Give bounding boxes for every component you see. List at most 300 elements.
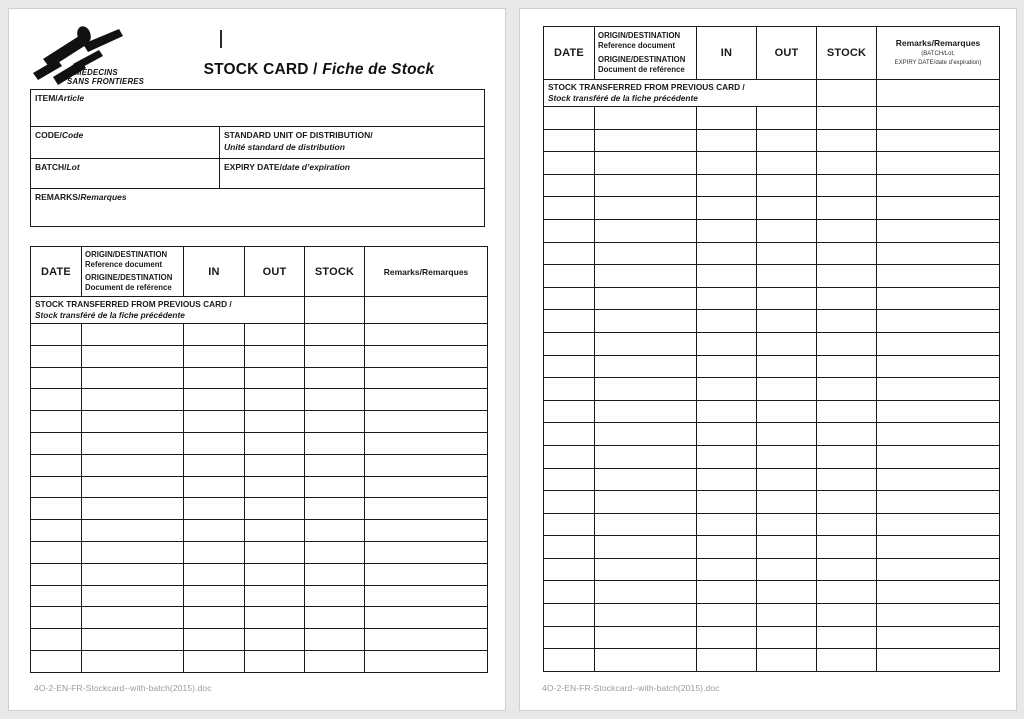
empty-cell[interactable] bbox=[31, 498, 82, 520]
empty-cell[interactable] bbox=[817, 265, 877, 288]
empty-cell[interactable] bbox=[184, 324, 245, 346]
item-field[interactable] bbox=[31, 90, 485, 127]
empty-cell[interactable] bbox=[877, 107, 1000, 130]
origin-line1: ORIGIN/DESTINATION bbox=[85, 249, 168, 259]
empty-cell[interactable] bbox=[595, 174, 697, 197]
empty-cell[interactable] bbox=[697, 332, 757, 355]
empty-cell[interactable] bbox=[245, 563, 305, 585]
empty-cell[interactable] bbox=[817, 219, 877, 242]
empty-cell[interactable] bbox=[305, 498, 365, 520]
remarks-field[interactable] bbox=[31, 189, 485, 227]
empty-cell[interactable] bbox=[544, 513, 595, 536]
empty-cell[interactable] bbox=[877, 265, 1000, 288]
empty-cell[interactable] bbox=[544, 649, 595, 672]
empty-cell[interactable] bbox=[184, 563, 245, 585]
empty-cell[interactable] bbox=[82, 411, 184, 433]
empty-cell[interactable] bbox=[544, 491, 595, 514]
empty-cell[interactable] bbox=[365, 432, 488, 454]
empty-cell[interactable] bbox=[595, 219, 697, 242]
empty-cell[interactable] bbox=[697, 649, 757, 672]
transfer-label-fr: Stock transféré de la fiche précédente bbox=[548, 93, 698, 103]
origin-line2: Reference document bbox=[598, 41, 676, 51]
empty-cell[interactable] bbox=[877, 242, 1000, 265]
transfer-row bbox=[544, 80, 1000, 107]
empty-stock-row bbox=[544, 174, 1000, 197]
empty-cell[interactable] bbox=[82, 498, 184, 520]
expiry-field[interactable] bbox=[220, 159, 485, 189]
empty-cell[interactable] bbox=[595, 242, 697, 265]
empty-stock-row bbox=[31, 629, 488, 651]
empty-cell[interactable] bbox=[544, 332, 595, 355]
empty-cell[interactable] bbox=[245, 585, 305, 607]
empty-cell[interactable] bbox=[184, 520, 245, 542]
empty-cell[interactable] bbox=[595, 445, 697, 468]
empty-cell[interactable] bbox=[697, 265, 757, 288]
empty-cell[interactable] bbox=[544, 604, 595, 627]
column-header-stock: STOCK bbox=[305, 247, 365, 297]
empty-cell[interactable] bbox=[365, 345, 488, 367]
empty-cell[interactable] bbox=[697, 491, 757, 514]
empty-cell[interactable] bbox=[305, 629, 365, 651]
empty-cell[interactable] bbox=[31, 367, 82, 389]
empty-cell[interactable] bbox=[757, 626, 817, 649]
empty-cell[interactable] bbox=[184, 476, 245, 498]
empty-cell[interactable] bbox=[877, 378, 1000, 401]
empty-cell[interactable] bbox=[817, 310, 877, 333]
empty-stock-row bbox=[544, 197, 1000, 220]
empty-cell[interactable] bbox=[817, 152, 877, 175]
empty-cell[interactable] bbox=[817, 378, 877, 401]
empty-cell[interactable] bbox=[817, 400, 877, 423]
empty-stock-row bbox=[31, 563, 488, 585]
empty-cell[interactable] bbox=[184, 498, 245, 520]
empty-cell[interactable] bbox=[595, 513, 697, 536]
empty-cell[interactable] bbox=[31, 585, 82, 607]
empty-cell[interactable] bbox=[31, 541, 82, 563]
empty-cell[interactable] bbox=[544, 558, 595, 581]
empty-cell[interactable] bbox=[817, 445, 877, 468]
empty-cell[interactable] bbox=[305, 389, 365, 411]
empty-cell[interactable] bbox=[877, 152, 1000, 175]
empty-cell[interactable] bbox=[877, 491, 1000, 514]
empty-cell[interactable] bbox=[245, 324, 305, 346]
empty-cell[interactable] bbox=[877, 513, 1000, 536]
empty-cell[interactable] bbox=[305, 411, 365, 433]
empty-cell[interactable] bbox=[697, 242, 757, 265]
empty-cell[interactable] bbox=[757, 604, 817, 627]
empty-cell[interactable] bbox=[877, 332, 1000, 355]
transfer-stock-cell[interactable] bbox=[817, 80, 877, 107]
empty-cell[interactable] bbox=[544, 355, 595, 378]
transfer-remarks-cell[interactable] bbox=[365, 297, 488, 324]
empty-cell[interactable] bbox=[184, 454, 245, 476]
document-page-1[interactable] bbox=[8, 8, 506, 711]
empty-cell[interactable] bbox=[595, 378, 697, 401]
empty-cell[interactable] bbox=[31, 411, 82, 433]
empty-cell[interactable] bbox=[697, 174, 757, 197]
title-en: STOCK CARD / bbox=[203, 61, 323, 78]
empty-cell[interactable] bbox=[82, 454, 184, 476]
empty-cell[interactable] bbox=[544, 107, 595, 130]
empty-cell[interactable] bbox=[757, 513, 817, 536]
empty-cell[interactable] bbox=[544, 219, 595, 242]
empty-cell[interactable] bbox=[305, 607, 365, 629]
empty-cell[interactable] bbox=[757, 378, 817, 401]
empty-cell[interactable] bbox=[184, 432, 245, 454]
empty-cell[interactable] bbox=[544, 581, 595, 604]
empty-cell[interactable] bbox=[757, 445, 817, 468]
empty-cell[interactable] bbox=[817, 649, 877, 672]
empty-cell[interactable] bbox=[757, 468, 817, 491]
empty-cell[interactable] bbox=[877, 445, 1000, 468]
empty-cell[interactable] bbox=[817, 129, 877, 152]
empty-cell[interactable] bbox=[595, 152, 697, 175]
empty-cell[interactable] bbox=[877, 129, 1000, 152]
empty-cell[interactable] bbox=[595, 423, 697, 446]
empty-cell[interactable] bbox=[245, 520, 305, 542]
origin-line2: Reference document bbox=[85, 259, 163, 269]
empty-cell[interactable] bbox=[365, 541, 488, 563]
remarks-label: REMARKS/ bbox=[35, 192, 81, 202]
empty-cell[interactable] bbox=[697, 152, 757, 175]
empty-cell[interactable] bbox=[817, 242, 877, 265]
remarks-label-fr: Remarques bbox=[80, 192, 127, 202]
empty-cell[interactable] bbox=[184, 411, 245, 433]
empty-cell[interactable] bbox=[82, 585, 184, 607]
empty-cell[interactable] bbox=[595, 355, 697, 378]
empty-cell[interactable] bbox=[757, 491, 817, 514]
page-title bbox=[154, 61, 484, 79]
empty-cell[interactable] bbox=[305, 476, 365, 498]
unit-label: STANDARD UNIT OF DISTRIBUTION/ bbox=[224, 130, 373, 140]
empty-cell[interactable] bbox=[184, 585, 245, 607]
empty-cell[interactable] bbox=[245, 629, 305, 651]
empty-cell[interactable] bbox=[757, 174, 817, 197]
empty-cell[interactable] bbox=[305, 563, 365, 585]
empty-cell[interactable] bbox=[817, 332, 877, 355]
empty-cell[interactable] bbox=[757, 265, 817, 288]
empty-cell[interactable] bbox=[697, 626, 757, 649]
empty-cell[interactable] bbox=[82, 563, 184, 585]
empty-cell[interactable] bbox=[757, 242, 817, 265]
empty-stock-row bbox=[31, 607, 488, 629]
empty-cell[interactable] bbox=[757, 536, 817, 559]
empty-cell[interactable] bbox=[544, 152, 595, 175]
empty-cell[interactable] bbox=[82, 432, 184, 454]
empty-cell[interactable] bbox=[697, 287, 757, 310]
empty-cell[interactable] bbox=[305, 454, 365, 476]
empty-cell[interactable] bbox=[305, 324, 365, 346]
empty-cell[interactable] bbox=[877, 174, 1000, 197]
empty-cell[interactable] bbox=[697, 355, 757, 378]
empty-cell[interactable] bbox=[184, 389, 245, 411]
empty-cell[interactable] bbox=[31, 432, 82, 454]
empty-cell[interactable] bbox=[595, 468, 697, 491]
empty-cell[interactable] bbox=[82, 324, 184, 346]
empty-cell[interactable] bbox=[877, 468, 1000, 491]
empty-cell[interactable] bbox=[595, 265, 697, 288]
empty-cell[interactable] bbox=[184, 367, 245, 389]
empty-cell[interactable] bbox=[31, 324, 82, 346]
empty-cell[interactable] bbox=[31, 389, 82, 411]
empty-cell[interactable] bbox=[757, 332, 817, 355]
empty-cell[interactable] bbox=[817, 423, 877, 446]
empty-cell[interactable] bbox=[877, 536, 1000, 559]
empty-stock-row bbox=[544, 604, 1000, 627]
empty-stock-row bbox=[544, 445, 1000, 468]
empty-cell[interactable] bbox=[305, 585, 365, 607]
empty-cell[interactable] bbox=[757, 287, 817, 310]
unit-field[interactable] bbox=[220, 127, 485, 159]
empty-cell[interactable] bbox=[697, 129, 757, 152]
empty-cell[interactable] bbox=[595, 107, 697, 130]
empty-cell[interactable] bbox=[82, 541, 184, 563]
empty-cell[interactable] bbox=[544, 400, 595, 423]
empty-cell[interactable] bbox=[245, 367, 305, 389]
column-header-remarks bbox=[877, 27, 1000, 80]
empty-cell[interactable] bbox=[544, 265, 595, 288]
empty-cell[interactable] bbox=[245, 345, 305, 367]
empty-cell[interactable] bbox=[365, 520, 488, 542]
empty-cell[interactable] bbox=[817, 536, 877, 559]
empty-cell[interactable] bbox=[757, 581, 817, 604]
empty-cell[interactable] bbox=[877, 581, 1000, 604]
empty-cell[interactable] bbox=[757, 355, 817, 378]
empty-stock-row bbox=[544, 129, 1000, 152]
empty-cell[interactable] bbox=[697, 558, 757, 581]
empty-cell[interactable] bbox=[82, 476, 184, 498]
empty-cell[interactable] bbox=[595, 604, 697, 627]
empty-cell[interactable] bbox=[595, 581, 697, 604]
empty-cell[interactable] bbox=[365, 324, 488, 346]
empty-cell[interactable] bbox=[31, 650, 82, 672]
empty-stock-row bbox=[31, 432, 488, 454]
empty-cell[interactable] bbox=[595, 332, 697, 355]
empty-cell[interactable] bbox=[245, 607, 305, 629]
empty-cell[interactable] bbox=[757, 310, 817, 333]
empty-cell[interactable] bbox=[757, 129, 817, 152]
empty-cell[interactable] bbox=[544, 287, 595, 310]
batch-label-fr: Lot bbox=[66, 162, 80, 172]
document-page-2[interactable] bbox=[519, 8, 1017, 711]
empty-cell[interactable] bbox=[595, 536, 697, 559]
expiry-label-fr: date d’expiration bbox=[281, 162, 350, 172]
logo-text-line2: SANS FRONTIERES bbox=[67, 77, 145, 86]
empty-cell[interactable] bbox=[31, 563, 82, 585]
empty-cell[interactable] bbox=[31, 345, 82, 367]
column-header-out: OUT bbox=[245, 247, 305, 297]
empty-cell[interactable] bbox=[245, 432, 305, 454]
empty-cell[interactable] bbox=[595, 491, 697, 514]
empty-cell[interactable] bbox=[817, 626, 877, 649]
empty-cell[interactable] bbox=[245, 498, 305, 520]
code-field[interactable] bbox=[31, 127, 220, 159]
empty-cell[interactable] bbox=[365, 498, 488, 520]
empty-cell[interactable] bbox=[817, 197, 877, 220]
empty-cell[interactable] bbox=[817, 287, 877, 310]
empty-cell[interactable] bbox=[757, 152, 817, 175]
empty-stock-row bbox=[544, 378, 1000, 401]
origin-line3: ORIGINE/DESTINATION bbox=[598, 54, 686, 64]
empty-cell[interactable] bbox=[697, 219, 757, 242]
empty-cell[interactable] bbox=[544, 242, 595, 265]
empty-cell[interactable] bbox=[757, 219, 817, 242]
empty-cell[interactable] bbox=[31, 607, 82, 629]
code-label-fr: Code bbox=[61, 130, 84, 140]
batch-field[interactable] bbox=[31, 159, 220, 189]
empty-cell[interactable] bbox=[31, 454, 82, 476]
empty-cell[interactable] bbox=[305, 432, 365, 454]
empty-cell[interactable] bbox=[544, 310, 595, 333]
empty-cell[interactable] bbox=[697, 513, 757, 536]
empty-cell[interactable] bbox=[877, 649, 1000, 672]
empty-cell[interactable] bbox=[595, 197, 697, 220]
empty-cell[interactable] bbox=[365, 629, 488, 651]
empty-cell[interactable] bbox=[817, 107, 877, 130]
empty-cell[interactable] bbox=[817, 558, 877, 581]
empty-cell[interactable] bbox=[817, 174, 877, 197]
empty-cell[interactable] bbox=[697, 581, 757, 604]
info-row-remarks bbox=[31, 189, 485, 227]
empty-cell[interactable] bbox=[877, 310, 1000, 333]
empty-cell[interactable] bbox=[697, 423, 757, 446]
empty-cell[interactable] bbox=[365, 411, 488, 433]
transfer-label-fr: Stock transféré de la fiche précédente bbox=[35, 310, 185, 320]
empty-cell[interactable] bbox=[757, 107, 817, 130]
empty-cell[interactable] bbox=[757, 197, 817, 220]
empty-cell[interactable] bbox=[877, 197, 1000, 220]
empty-cell[interactable] bbox=[82, 629, 184, 651]
empty-cell[interactable] bbox=[697, 468, 757, 491]
empty-cell[interactable] bbox=[757, 649, 817, 672]
empty-cell[interactable] bbox=[544, 536, 595, 559]
transfer-stock-cell[interactable] bbox=[305, 297, 365, 324]
empty-cell[interactable] bbox=[595, 558, 697, 581]
empty-cell[interactable] bbox=[31, 629, 82, 651]
empty-cell[interactable] bbox=[877, 423, 1000, 446]
batch-label: BATCH/ bbox=[35, 162, 67, 172]
empty-cell[interactable] bbox=[757, 558, 817, 581]
empty-cell[interactable] bbox=[31, 520, 82, 542]
empty-cell[interactable] bbox=[697, 400, 757, 423]
empty-cell[interactable] bbox=[697, 310, 757, 333]
empty-cell[interactable] bbox=[595, 287, 697, 310]
empty-cell[interactable] bbox=[245, 541, 305, 563]
empty-cell[interactable] bbox=[365, 607, 488, 629]
empty-cell[interactable] bbox=[82, 389, 184, 411]
unit-label-fr: Unité standard de distribution bbox=[224, 142, 345, 153]
empty-stock-row bbox=[31, 345, 488, 367]
empty-cell[interactable] bbox=[245, 389, 305, 411]
empty-stock-row bbox=[544, 491, 1000, 514]
empty-cell[interactable] bbox=[245, 476, 305, 498]
empty-cell[interactable] bbox=[595, 649, 697, 672]
empty-cell[interactable] bbox=[365, 476, 488, 498]
empty-stock-row bbox=[544, 558, 1000, 581]
empty-cell[interactable] bbox=[305, 520, 365, 542]
empty-cell[interactable] bbox=[305, 650, 365, 672]
stock-movement-table-page1 bbox=[30, 246, 488, 673]
empty-cell[interactable] bbox=[82, 607, 184, 629]
empty-cell[interactable] bbox=[544, 197, 595, 220]
empty-cell[interactable] bbox=[757, 400, 817, 423]
empty-cell[interactable] bbox=[877, 558, 1000, 581]
transfer-remarks-cell[interactable] bbox=[877, 80, 1000, 107]
empty-cell[interactable] bbox=[305, 345, 365, 367]
empty-cell[interactable] bbox=[365, 389, 488, 411]
empty-cell[interactable] bbox=[817, 468, 877, 491]
empty-cell[interactable] bbox=[877, 626, 1000, 649]
empty-cell[interactable] bbox=[544, 423, 595, 446]
empty-cell[interactable] bbox=[544, 174, 595, 197]
empty-cell[interactable] bbox=[595, 129, 697, 152]
empty-cell[interactable] bbox=[877, 400, 1000, 423]
empty-cell[interactable] bbox=[82, 650, 184, 672]
empty-cell[interactable] bbox=[697, 445, 757, 468]
origin-line3: ORIGINE/DESTINATION bbox=[85, 273, 173, 282]
empty-cell[interactable] bbox=[184, 629, 245, 651]
empty-cell[interactable] bbox=[365, 563, 488, 585]
empty-cell[interactable] bbox=[82, 345, 184, 367]
empty-cell[interactable] bbox=[697, 197, 757, 220]
empty-cell[interactable] bbox=[305, 367, 365, 389]
empty-cell[interactable] bbox=[817, 604, 877, 627]
empty-cell[interactable] bbox=[184, 541, 245, 563]
empty-cell[interactable] bbox=[757, 423, 817, 446]
empty-cell[interactable] bbox=[82, 367, 184, 389]
empty-cell[interactable] bbox=[544, 626, 595, 649]
empty-cell[interactable] bbox=[817, 581, 877, 604]
empty-cell[interactable] bbox=[82, 520, 184, 542]
empty-cell[interactable] bbox=[595, 626, 697, 649]
empty-cell[interactable] bbox=[544, 468, 595, 491]
empty-cell[interactable] bbox=[184, 607, 245, 629]
empty-stock-row bbox=[31, 520, 488, 542]
empty-cell[interactable] bbox=[697, 107, 757, 130]
empty-cell[interactable] bbox=[595, 400, 697, 423]
empty-cell[interactable] bbox=[365, 454, 488, 476]
empty-cell[interactable] bbox=[595, 310, 697, 333]
empty-cell[interactable] bbox=[365, 585, 488, 607]
empty-cell[interactable] bbox=[544, 129, 595, 152]
empty-stock-row bbox=[544, 536, 1000, 559]
empty-cell[interactable] bbox=[184, 345, 245, 367]
empty-cell[interactable] bbox=[31, 476, 82, 498]
empty-cell[interactable] bbox=[544, 445, 595, 468]
empty-cell[interactable] bbox=[544, 378, 595, 401]
empty-cell[interactable] bbox=[877, 604, 1000, 627]
msf-logo bbox=[29, 24, 147, 86]
empty-cell[interactable] bbox=[697, 536, 757, 559]
empty-cell[interactable] bbox=[877, 355, 1000, 378]
empty-stock-row bbox=[544, 332, 1000, 355]
empty-cell[interactable] bbox=[245, 411, 305, 433]
empty-cell[interactable] bbox=[365, 367, 488, 389]
empty-cell[interactable] bbox=[245, 650, 305, 672]
empty-cell[interactable] bbox=[817, 355, 877, 378]
empty-cell[interactable] bbox=[877, 287, 1000, 310]
empty-cell[interactable] bbox=[817, 513, 877, 536]
empty-cell[interactable] bbox=[817, 491, 877, 514]
empty-cell[interactable] bbox=[245, 454, 305, 476]
empty-stock-row bbox=[544, 310, 1000, 333]
empty-cell[interactable] bbox=[697, 378, 757, 401]
empty-cell[interactable] bbox=[184, 650, 245, 672]
empty-cell[interactable] bbox=[305, 541, 365, 563]
empty-cell[interactable] bbox=[365, 650, 488, 672]
empty-cell[interactable] bbox=[697, 604, 757, 627]
empty-cell[interactable] bbox=[877, 219, 1000, 242]
